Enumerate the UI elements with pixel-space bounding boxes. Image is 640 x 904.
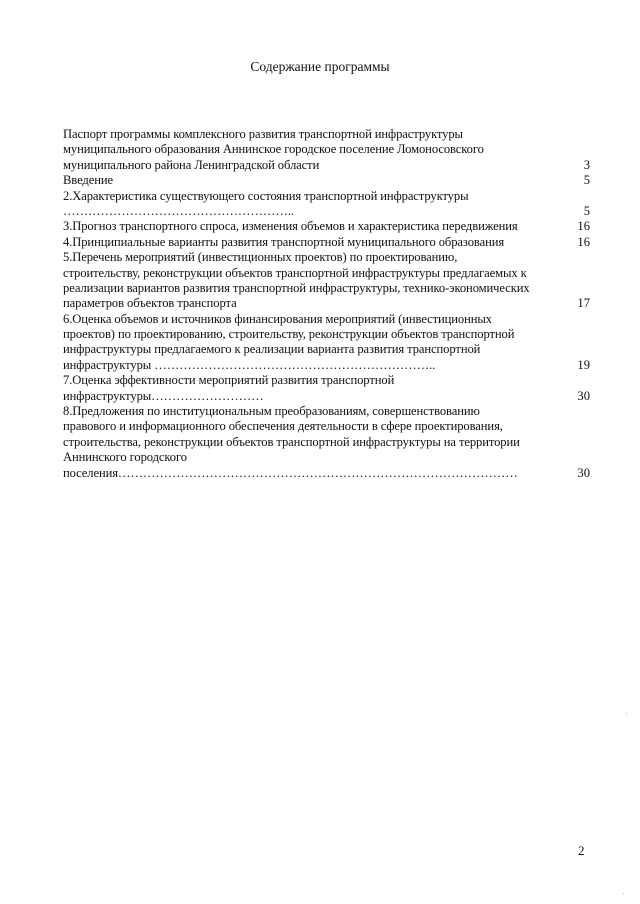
page-title: Содержание программы [250,59,390,74]
toc-entry-section-3 [63,219,590,234]
toc-page-number: 19 [577,357,590,372]
toc-entry-text: 8.Предложения по институциональным преобразованиям, совершенствованию [63,404,480,419]
scan-speck [623,893,624,894]
toc-entry-text: муниципального образования Аннинское городское поселение Ломоносовского [63,142,484,157]
table-of-contents [63,127,590,481]
toc-page-number: 16 [577,219,590,234]
toc-entry-text: 3.Прогноз транспортного спроса, изменения объемов и характеристика передвижения [63,219,518,234]
toc-entry-text: 6.Оценка объемов и источников финансирования мероприятий (инвестиционных [63,311,492,326]
toc-entry-text: параметров объектов транспорта [63,296,237,311]
toc-page-number: 17 [577,296,590,311]
toc-entry-section-4 [63,235,590,250]
toc-entry-section-8 [63,404,590,481]
toc-page-number: 5 [583,173,590,188]
toc-entry-section-5 [63,250,590,312]
toc-entry-text: 4.Принципиальные варианты развития транспортной муниципального образования [63,234,505,249]
toc-entry-text: инфраструктуры……………………… [63,388,264,403]
toc-entry-text: 7.Оценка эффективности мероприятий развития транспортной [63,373,395,388]
toc-entry-passport [63,127,590,173]
toc-page-number: 3 [583,157,590,172]
toc-entry-text: инфраструктуры предлагаемого к реализации варианта развития транспортной [63,342,481,357]
toc-entry-section-2 [63,189,590,220]
toc-page-number: 30 [577,465,590,480]
toc-entry-text: Паспорт программы комплексного развития транспортной инфраструктуры [63,127,463,141]
toc-page-number: 5 [583,203,590,218]
toc-entry-text: ……………………………………………….. [63,203,294,218]
toc-entry-text: муниципального района Ленинградской области [63,157,320,172]
toc-entry-text: инфраструктуры ………………………………………………………….. [63,357,436,372]
toc-entry-text: Введение [63,173,113,188]
toc-entry-text: строительства, реконструкции объектов транспортной инфраструктуры на территории [63,434,520,449]
toc-entry-text: Аннинского городского [63,450,187,465]
toc-entry-text: 5.Перечень мероприятий (инвестиционных проектов) по проектированию, [63,250,458,265]
toc-entry-text: строительству, реконструкции объектов транспортной инфраструктуры предлагаемых к [63,265,527,280]
toc-entry-text: проектов) по проектированию, строительству, реконструкции объектов транспортной [63,327,515,342]
toc-entry-section-7 [63,373,590,404]
page-number: 2 [578,843,585,858]
scan-speck [626,713,627,714]
toc-entry-text: 2.Характеристика существующего состояния транспортной инфраструктуры [63,188,469,203]
toc-entry-introduction [63,173,590,188]
toc-entry-text: поселения…………………………………………………………………………………… [63,465,518,480]
toc-entry-section-6 [63,312,590,374]
toc-entry-text: реализации вариантов развития транспортной инфраструктуры, технико-экономических [63,280,530,295]
toc-page-number: 30 [577,388,590,403]
toc-page-number: 16 [577,234,590,249]
toc-entry-text: правового и информационного обеспечения деятельности в сфере проектирования, [63,419,503,434]
